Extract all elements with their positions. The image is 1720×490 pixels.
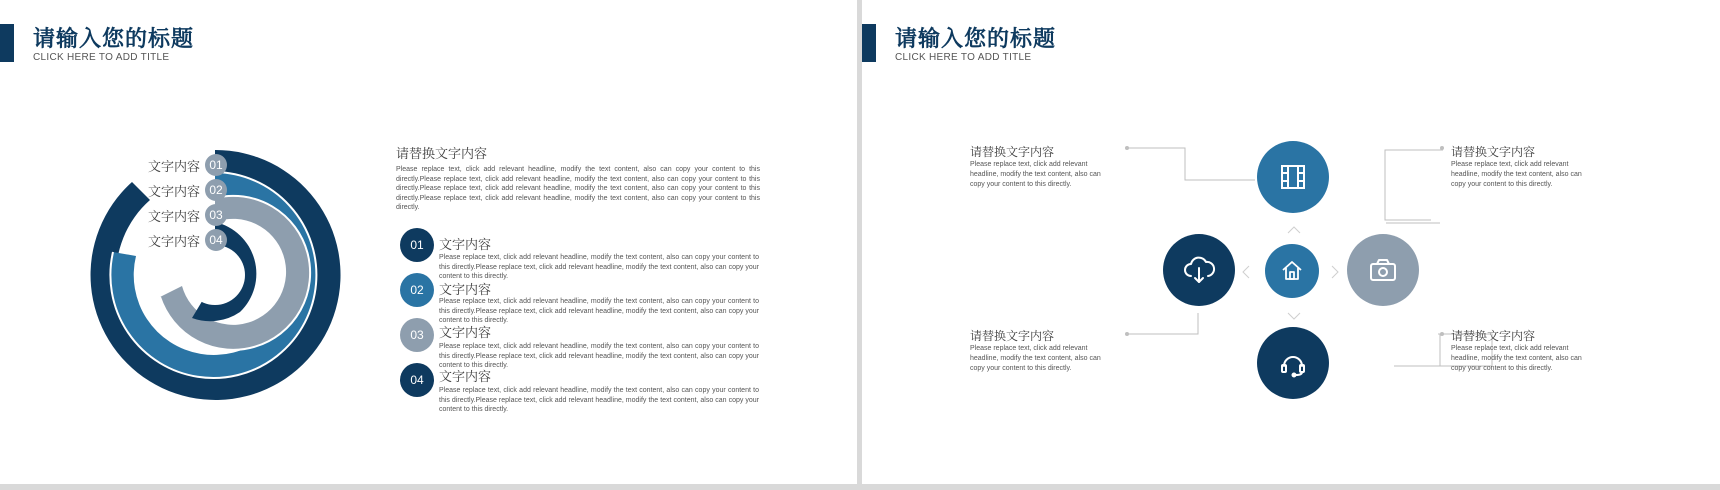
block-text-top-right: Please replace text, click add relevant headline, modify the text content, also can copy your content to this directly.	[1451, 161, 1582, 188]
page-title: 请输入您的标题	[33, 27, 195, 52]
item-heading-3: 文字内容	[439, 326, 492, 341]
item-num-4: 04	[400, 363, 434, 397]
block-heading-bottom-right: 请替换文字内容	[1451, 329, 1536, 343]
camera-icon	[1368, 257, 1398, 283]
item-num-1: 01	[400, 228, 434, 262]
headset-circle	[1257, 327, 1329, 399]
page-title: 请输入您的标题	[895, 27, 1057, 52]
block-text-bottom-right: Please replace text, click add relevant headline, modify the text content, also can copy your content to this directly.	[1451, 345, 1582, 372]
block-text-top-left: Please replace text, click add relevant headline, modify the text content, also can copy your content to this directly.	[970, 161, 1101, 188]
film-icon	[1278, 162, 1308, 192]
ring-num-3: 03	[205, 204, 227, 226]
item-heading-1: 文字内容	[439, 238, 492, 253]
item-heading-4: 文字内容	[439, 370, 492, 385]
cloud-circle	[1163, 234, 1235, 306]
item-heading-2: 文字内容	[439, 283, 492, 298]
camera-circle	[1347, 234, 1419, 306]
ring-label-2: 文字内容	[148, 185, 201, 200]
section-heading: 请替换文字内容	[396, 147, 488, 162]
section-text: Please replace text, click add relevant headline, modify the text content, also can copy your content to this directly.Please replace text, click add relevant headline, modify the text content, also can copy your content to this directly.Please replace text, click add relevant headline, modify the text content, also can copy your content to this directly.Please replace text, click add relevant headline, modify the text content, also can copy your content to this directly.	[396, 166, 760, 211]
slide-right	[862, 0, 1720, 484]
page-subtitle: CLICK HERE TO ADD TITLE	[33, 52, 170, 63]
film-circle	[1257, 141, 1329, 213]
ring-num-2: 02	[205, 179, 227, 201]
item-text-4: Please replace text, click add relevant headline, modify the text content, also can copy your content to this directly.Please replace text, click add relevant headline, modify the text content, also can copy your content to this directly.	[439, 387, 759, 413]
block-heading-top-right: 请替换文字内容	[1451, 145, 1536, 159]
page-subtitle: CLICK HERE TO ADD TITLE	[895, 52, 1032, 63]
connector-lines	[862, 0, 1720, 484]
block-heading-top-left: 请替换文字内容	[970, 145, 1055, 159]
slide-left	[0, 0, 857, 484]
home-icon	[1280, 259, 1304, 283]
item-text-1: Please replace text, click add relevant headline, modify the text content, also can copy your content to this directly.Please replace text, click add relevant headline, modify the text content, also can copy your content to this directly.	[439, 254, 759, 280]
ring-label-4: 文字内容	[148, 235, 201, 250]
headset-icon	[1278, 348, 1308, 378]
ring-label-1: 文字内容	[148, 160, 201, 175]
home-circle	[1265, 244, 1319, 298]
item-num-3: 03	[400, 318, 434, 352]
ring-num-4: 04	[205, 229, 227, 251]
item-text-3: Please replace text, click add relevant headline, modify the text content, also can copy your content to this directly.Please replace text, click add relevant headline, modify the text content, also can copy your content to this directly.	[439, 343, 759, 369]
item-num-2: 02	[400, 273, 434, 307]
title-accent-bar	[0, 24, 14, 62]
ring-label-3: 文字内容	[148, 210, 201, 225]
block-text-bottom-left: Please replace text, click add relevant headline, modify the text content, also can copy your content to this directly.	[970, 345, 1101, 372]
cloud-download-icon	[1182, 255, 1216, 285]
block-heading-bottom-left: 请替换文字内容	[970, 329, 1055, 343]
item-text-2: Please replace text, click add relevant headline, modify the text content, also can copy your content to this directly.Please replace text, click add relevant headline, modify the text content, also can copy your content to this directly.	[439, 298, 759, 324]
ring-num-1: 01	[205, 154, 227, 176]
